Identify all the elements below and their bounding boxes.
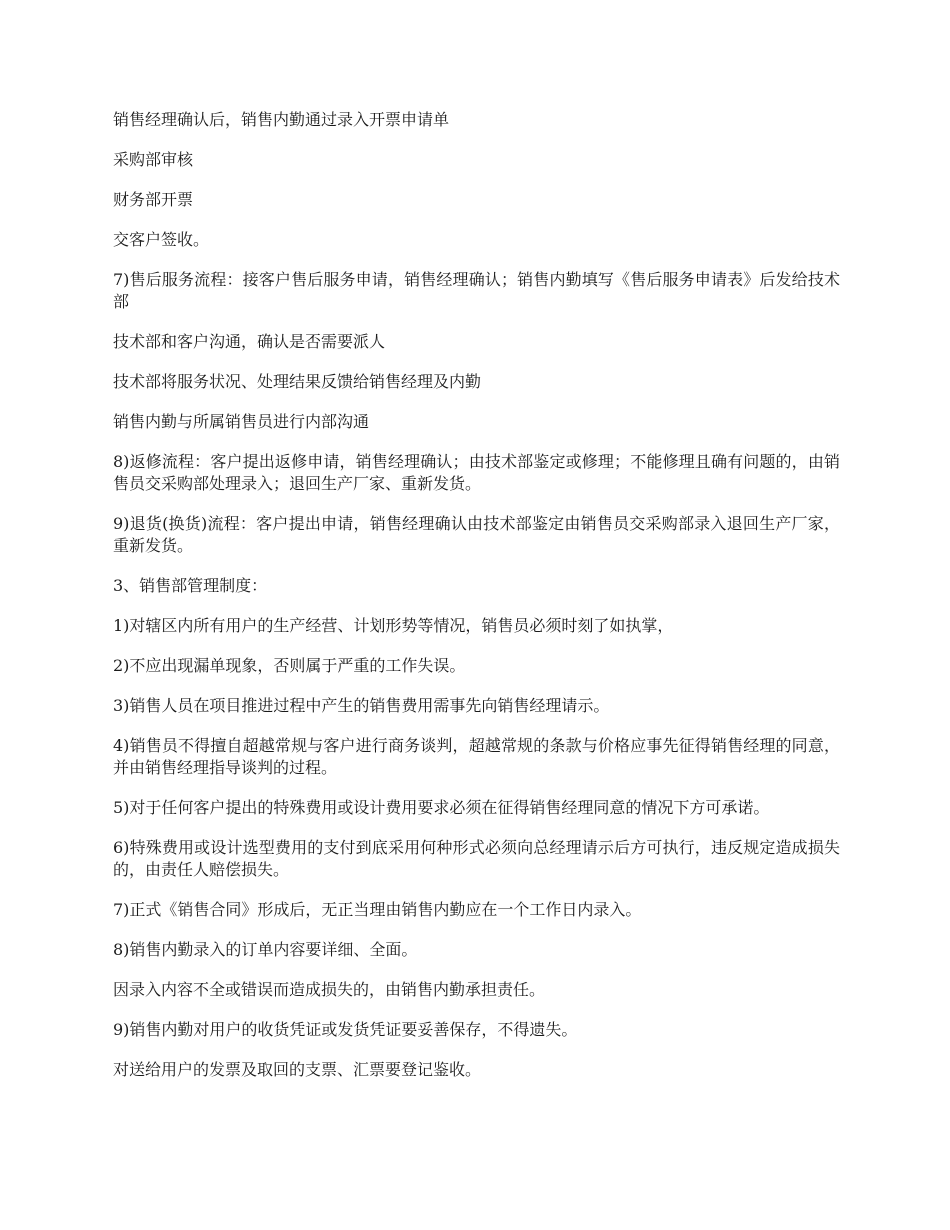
- paragraph: 8)返修流程：客户提出返修申请，销售经理确认；由技术部鉴定或修理；不能修理且确有问题的，由销售员交采购部处理录入；退回生产厂家、重新发货。: [113, 452, 840, 493]
- paragraph: 7)售后服务流程：接客户售后服务申请，销售经理确认；销售内勤填写《售后服务申请表》后发给技术部: [113, 270, 840, 311]
- paragraph: 技术部和客户沟通，确认是否需要派人: [113, 332, 386, 351]
- paragraph: 对送给用户的发票及取回的支票、汇票要登记鉴收。: [113, 1060, 482, 1079]
- paragraph: 3)销售人员在项目推进过程中产生的销售费用需事先向销售经理请示。: [113, 696, 610, 715]
- paragraph: 因录入内容不全或错误而造成损失的，由销售内勤承担责任。: [113, 980, 546, 999]
- paragraph: 5)对于任何客户提出的特殊费用或设计费用要求必须在征得销售经理同意的情况下方可承诺。: [113, 798, 770, 817]
- document-body: [113, 109, 840, 1099]
- paragraph: 9)销售内勤对用户的收货凭证或发货凭证要妥善保存，不得遗失。: [113, 1020, 578, 1039]
- paragraph: 2)不应出现漏单现象，否则属于严重的工作失误。: [113, 656, 466, 675]
- paragraph: 8)销售内勤录入的订单内容要详细、全面。: [113, 940, 418, 959]
- paragraph: 财务部开票: [113, 190, 194, 209]
- paragraph: 销售经理确认后，销售内勤通过录入开票申请单: [113, 110, 450, 129]
- paragraph: 1)对辖区内所有用户的生产经营、计划形势等情况，销售员必须时刻了如执掌，: [113, 616, 674, 635]
- paragraph: 4)销售员不得擅自超越常规与客户进行商务谈判，超越常规的条款与价格应事先征得销售经理的同意，并由销售经理指导谈判的过程。: [113, 736, 840, 777]
- section-heading: 3、销售部管理制度：: [113, 576, 268, 595]
- paragraph: 技术部将服务状况、处理结果反馈给销售经理及内勤: [113, 372, 482, 391]
- paragraph: 采购部审核: [113, 150, 194, 169]
- paragraph: 7)正式《销售合同》形成后，无正当理由销售内勤应在一个工作日内录入。: [113, 900, 642, 919]
- paragraph: 交客户签收。: [113, 230, 210, 249]
- paragraph: 9)退货(换货)流程：客户提出申请，销售经理确认由技术部鉴定由销售员交采购部录入退回生产厂家，重新发货。: [113, 514, 840, 555]
- paragraph: 销售内勤与所属销售员进行内部沟通: [113, 412, 370, 431]
- paragraph: 6)特殊费用或设计选型费用的支付到底采用何种形式必须向总经理请示后方可执行，违反规定造成损失的，由责任人赔偿损失。: [113, 838, 840, 879]
